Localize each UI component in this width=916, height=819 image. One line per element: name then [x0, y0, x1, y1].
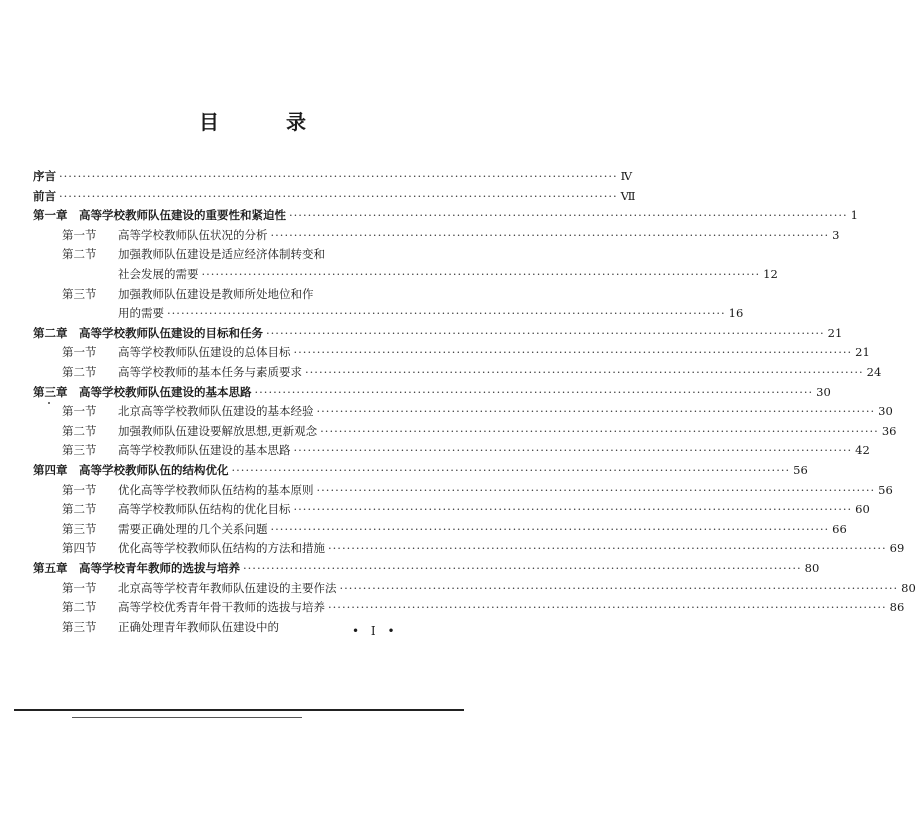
toc-leader-dots: ························································································································	[270, 227, 830, 242]
toc-section-entry	[62, 538, 905, 558]
toc-section-entry	[62, 225, 840, 245]
toc-leader-dots: ························································································································	[328, 600, 887, 615]
toc-section-entry	[62, 617, 498, 637]
toc-entry-continuation	[118, 303, 744, 323]
toc-entry-title: 社会发展的需要	[118, 267, 199, 281]
toc-entry-title: 加强教师队伍建设是教师所处地位和作	[118, 286, 314, 301]
bottom-rule-short	[72, 717, 302, 718]
toc-section-entry	[62, 519, 847, 539]
toc-section-number: 第二节	[62, 423, 97, 438]
toc-entry-title: 高等学校教师队伍建设的总体目标	[118, 345, 291, 360]
toc-entry-title: 第四章 高等学校教师队伍的结构优化	[33, 463, 229, 477]
toc-section-number: 第二节	[62, 365, 97, 379]
toc-page-number: 1	[850, 208, 858, 223]
toc-section-entry	[62, 578, 916, 598]
toc-entry-title: 加强教师队伍建设要解放思想,更新观念	[118, 423, 318, 438]
toc-leader-dots: ························································································································	[316, 482, 876, 497]
toc-section-number: 第三节	[62, 286, 97, 301]
toc-section-entry	[62, 244, 498, 264]
toc-chapter-entry	[33, 205, 858, 225]
toc-section-number: 第三节	[62, 521, 97, 536]
toc-page-number: 60	[855, 502, 870, 517]
toc-page-number: 80	[804, 561, 820, 575]
toc-section-entry	[62, 362, 882, 382]
toc-section-entry	[62, 342, 870, 362]
toc-section-entry	[62, 284, 498, 304]
toc-leader-dots: ························································································································	[59, 188, 618, 203]
toc-page-number: 69	[889, 541, 905, 556]
page-title: 目 录	[199, 110, 336, 134]
toc-entry-title: 高等学校教师队伍结构的优化目标	[118, 502, 291, 517]
scan-speck	[48, 402, 50, 404]
toc-page-number: 30	[816, 384, 831, 399]
toc-leader-dots: ························································································································	[289, 208, 848, 223]
toc-leader-dots: ························································································································	[293, 345, 853, 360]
toc-leader-dots: ························································································································	[231, 463, 791, 477]
toc-page-number: 66	[832, 521, 847, 536]
toc-leader-dots: ························································································································	[270, 521, 830, 536]
toc-page-number: 42	[855, 443, 870, 458]
toc-chapter-entry	[33, 558, 820, 578]
toc-section-number: 第二节	[62, 247, 97, 262]
toc-leader-dots: ························································································································	[293, 502, 853, 517]
toc-entry-title: 优化高等学校教师队伍结构的方法和措施	[118, 541, 325, 556]
toc-section-number: 第三节	[62, 443, 97, 458]
toc-page-number: 21	[827, 325, 843, 340]
toc-section-number: 第一节	[62, 580, 97, 595]
toc-entry-title: 加强教师队伍建设是适应经济体制转变和	[118, 247, 325, 262]
page-folio: • Ⅰ •	[352, 624, 399, 638]
toc-entry-title: 优化高等学校教师队伍结构的基本原则	[118, 482, 314, 497]
toc-section-number: 第一节	[62, 482, 97, 497]
toc-entry-title: 高等学校教师队伍状况的分析	[118, 227, 268, 242]
toc-entry-title: 需要正确处理的几个关系问题	[118, 521, 268, 536]
toc-page-number: Ⅶ	[620, 188, 636, 203]
toc-entry-title: 第五章 高等学校青年教师的选拔与培养	[33, 561, 240, 575]
toc-page-number: 56	[878, 482, 893, 497]
toc-leader-dots: ························································································································	[305, 365, 864, 379]
toc-entry-title: 正确处理青年教师队伍建设中的	[118, 619, 279, 634]
toc-section-number: 第一节	[62, 345, 97, 360]
toc-section-number: 第三节	[62, 619, 97, 634]
toc-chapter-entry	[33, 323, 843, 343]
toc-section-entry	[62, 480, 893, 500]
toc-entry-title: 第二章 高等学校教师队伍建设的目标和任务	[33, 325, 263, 340]
toc-section-number: 第二节	[62, 502, 97, 517]
toc-page-number: 12	[763, 267, 778, 281]
toc-page-number: 3	[832, 227, 840, 242]
toc-leader-dots: ························································································································	[167, 306, 726, 321]
toc-section-entry	[62, 499, 870, 519]
toc-section-number: 第一节	[62, 227, 97, 242]
toc-section-entry	[62, 421, 897, 441]
toc-section-entry	[62, 401, 893, 421]
bottom-rule	[14, 709, 464, 711]
toc-page-number: 21	[855, 345, 870, 360]
toc-leader-dots: ························································································································	[254, 384, 814, 399]
toc-leader-dots: ························································································································	[266, 325, 825, 340]
toc-page-number: 80	[901, 580, 916, 595]
toc-section-number: 第四节	[62, 541, 97, 556]
toc-section-entry	[62, 597, 905, 617]
toc-page-number: 56	[793, 463, 808, 477]
toc-entry-title: 第三章 高等学校教师队伍建设的基本思路	[33, 384, 252, 399]
toc-leader-dots: ························································································································	[328, 541, 887, 556]
toc-entry-title: 北京高等学校教师队伍建设的基本经验	[118, 404, 314, 419]
toc-leader-dots: ························································································································	[339, 580, 899, 595]
toc-entry-title: 序言	[33, 169, 56, 183]
toc-chapter-entry	[33, 186, 636, 206]
toc-leader-dots: ························································································································	[243, 561, 802, 575]
toc-page-number: 30	[878, 404, 893, 419]
toc-leader-dots: ························································································································	[59, 169, 618, 183]
toc-section-entry	[62, 440, 870, 460]
toc-leader-dots: ························································································································	[293, 443, 853, 458]
toc-leader-dots: ························································································································	[201, 267, 761, 281]
toc-leader-dots: ························································································································	[316, 404, 876, 419]
toc-entry-title: 高等学校教师队伍建设的基本思路	[118, 443, 291, 458]
toc-page-number: 24	[866, 365, 882, 379]
toc-entry-title: 前言	[33, 188, 56, 203]
toc-leader-dots: ························································································································	[320, 423, 879, 438]
toc-section-number: 第二节	[62, 600, 97, 615]
toc-page-number: 36	[881, 423, 897, 438]
toc-section-number: 第一节	[62, 404, 97, 419]
toc-entry-title: 高等学校优秀青年骨干教师的选拔与培养	[118, 600, 325, 615]
toc-entry-continuation	[118, 264, 778, 284]
toc-entry-title: 第一章 高等学校教师队伍建设的重要性和紧迫性	[33, 208, 286, 223]
toc-page-number: 86	[889, 600, 905, 615]
toc-page-number: 16	[728, 306, 744, 321]
toc-page-number: Ⅳ	[620, 169, 633, 183]
toc-entry-title: 北京高等学校青年教师队伍建设的主要作法	[118, 580, 337, 595]
toc-entry-title: 高等学校教师的基本任务与素质要求	[118, 365, 302, 379]
toc-chapter-entry	[33, 460, 808, 480]
toc-chapter-entry	[33, 166, 633, 186]
toc-chapter-entry	[33, 382, 831, 402]
toc-entry-title: 用的需要	[118, 306, 164, 321]
